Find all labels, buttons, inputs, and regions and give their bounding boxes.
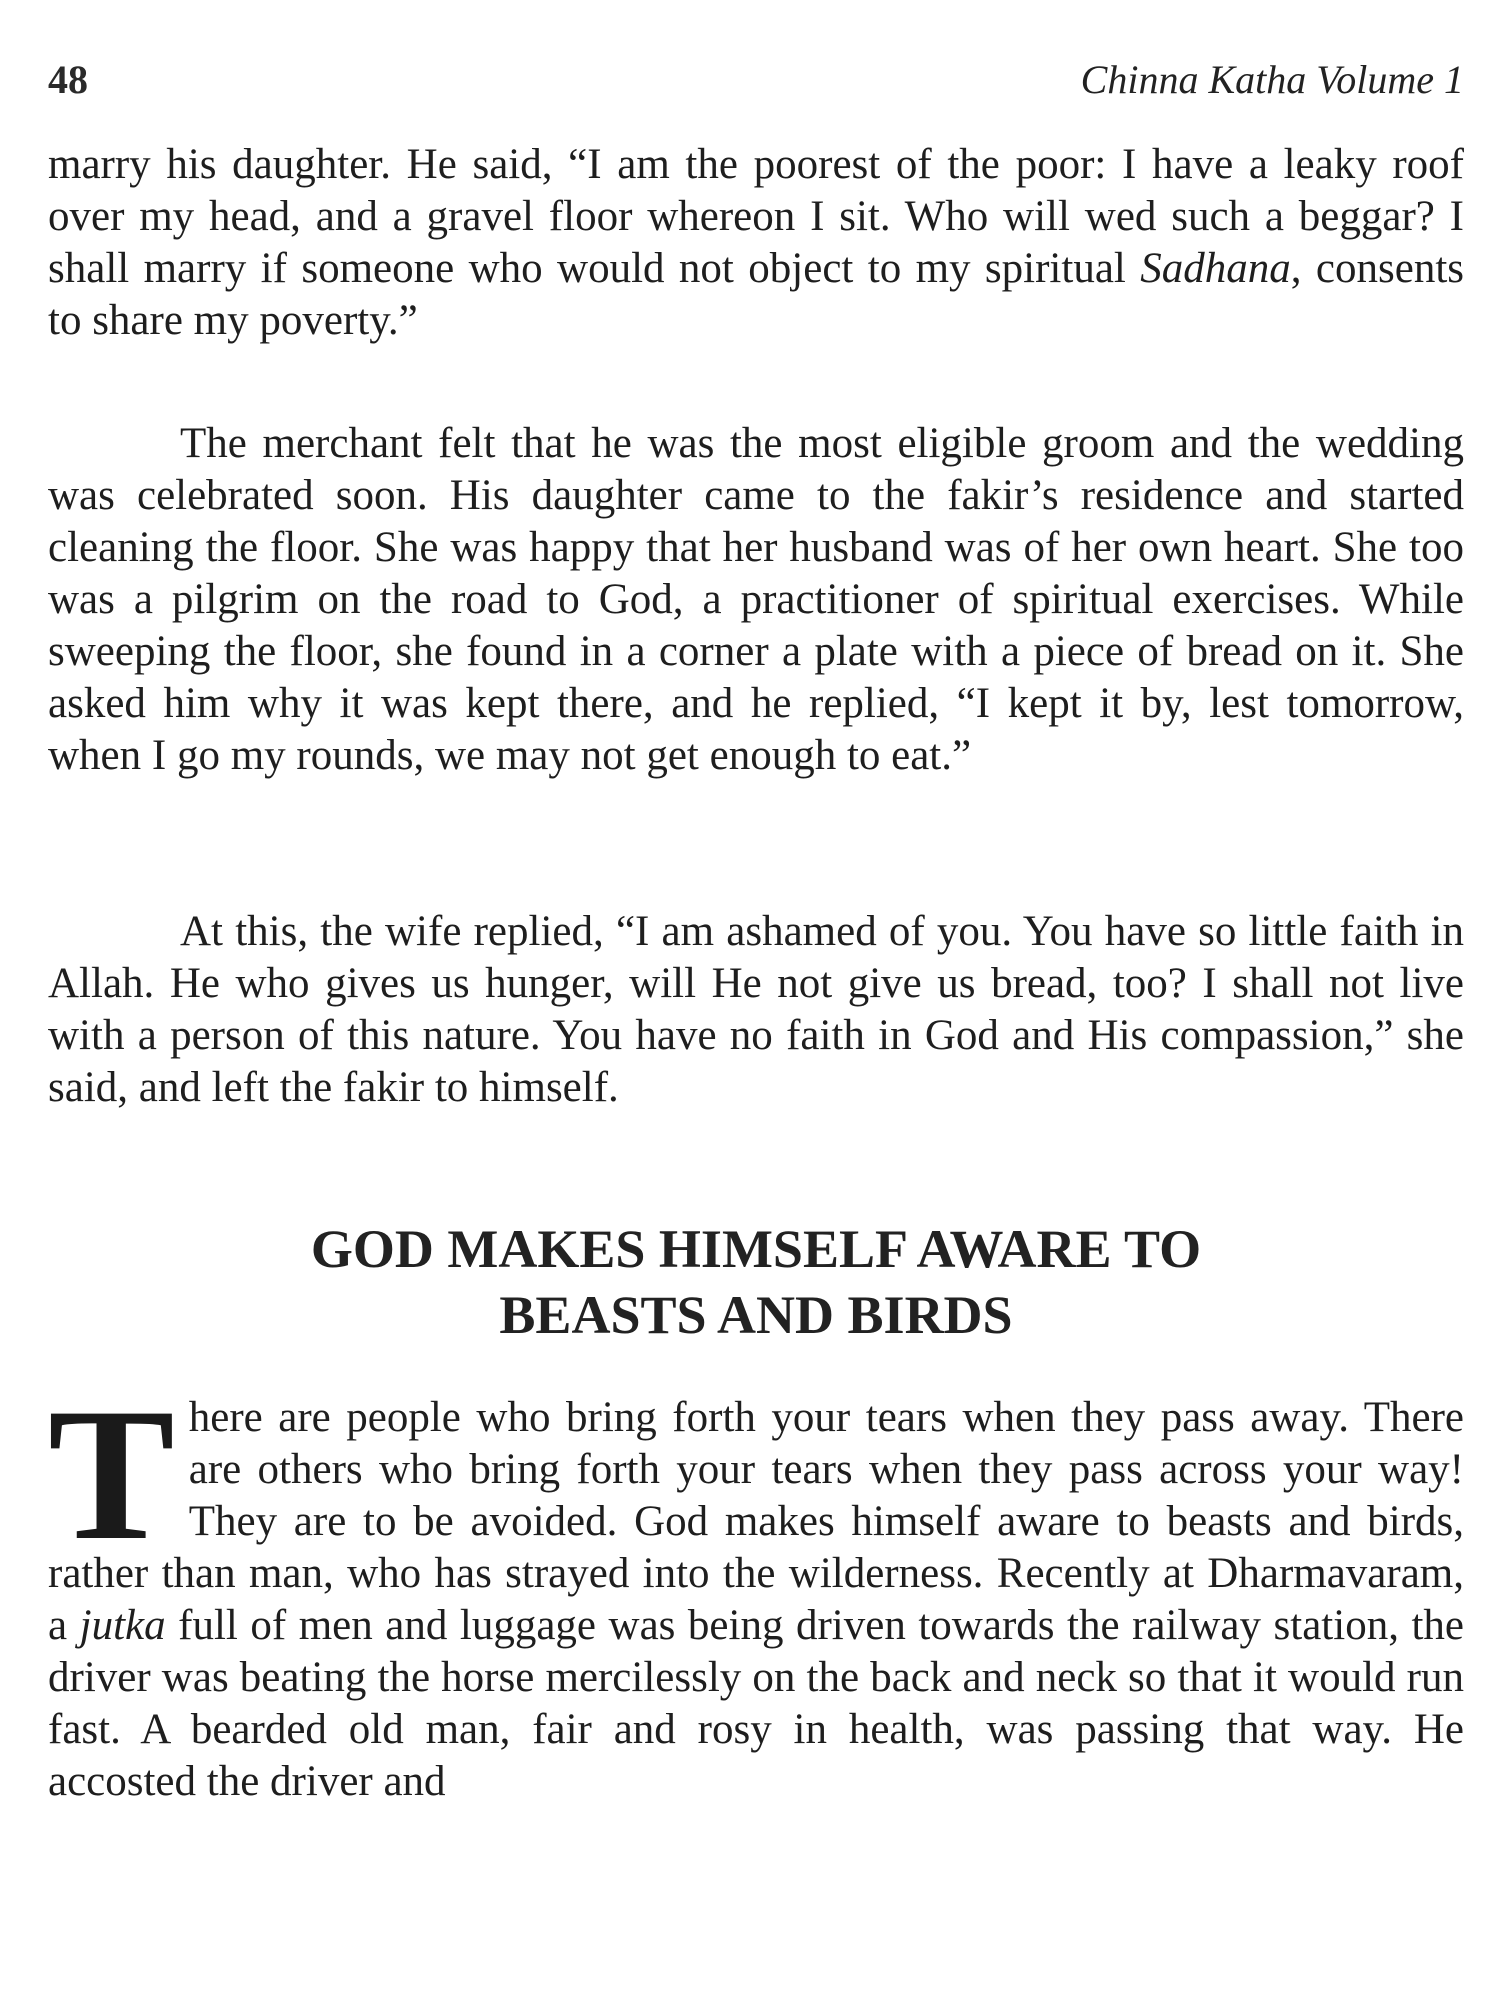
section-heading-line-2: BEASTS AND BIRDS	[499, 1285, 1013, 1345]
running-title: Chinna Katha Volume 1	[1080, 57, 1464, 102]
paragraph-1	[48, 139, 1464, 347]
page-header	[48, 50, 1464, 110]
paragraph-4-text-b: full of men and luggage was being driven towards the railway station, the driver was beating the horse mercilessly on the back and neck so that it would run fast. A bearded old man, fair and rosy in health, was passing that way. He accosted the driver and	[48, 1602, 1465, 1805]
paragraph-3: At this, the wife replied, “I am ashamed of you. You have so little faith in Allah. He who gives us hunger, will He not give us bread, too? I shall not live with a person of this nature. You have no faith in God and His compassion,” she said, and left the fakir to himself.	[48, 908, 1464, 1111]
paragraph-4-italic: jutka	[79, 1602, 166, 1649]
paragraph-4	[48, 1370, 1465, 1808]
drop-cap: T	[48, 1370, 175, 1580]
paragraph-1-text-b: , consents to share my poverty.”	[48, 245, 1464, 344]
paragraph-1-text-a: marry his daughter. He said, “I am the poorest of the poor: I have a leaky roof over my head, and a gravel floor whereon I sit. Who will wed such a beggar? I shall marry if someone who would not object to my spiritual	[48, 141, 1464, 292]
paragraph-4-text-a: here are people who bring forth your tears when they pass away. There are others who bring forth your tears when they pass across your way! They are to be avoided. God makes himself aware to beasts and birds, rather than man, who has strayed into the wilderness. Recently at Dharmavaram, a	[48, 1394, 1464, 1649]
section-heading-line-1: GOD MAKES HIMSELF AWARE TO	[310, 1219, 1202, 1279]
paragraph-2: The merchant felt that he was the most eligible groom and the wedding was celebrated soon. His daughter came to the fakir’s residence and started cleaning the floor. She was happy that her husband was of her own heart. She too was a pilgrim on the road to God, a practitioner of spiritual exercises. While sweeping the floor, she found in a corner a plate with a piece of bread on it. She asked him why it was kept there, and he replied, “I kept it by, lest tomorrow, when I go my rounds, we may not get enough to eat.”	[48, 420, 1464, 779]
page-number: 48	[48, 57, 88, 102]
section-heading	[48, 1216, 1464, 1348]
paragraph-1-italic: Sadhana	[1140, 245, 1291, 292]
